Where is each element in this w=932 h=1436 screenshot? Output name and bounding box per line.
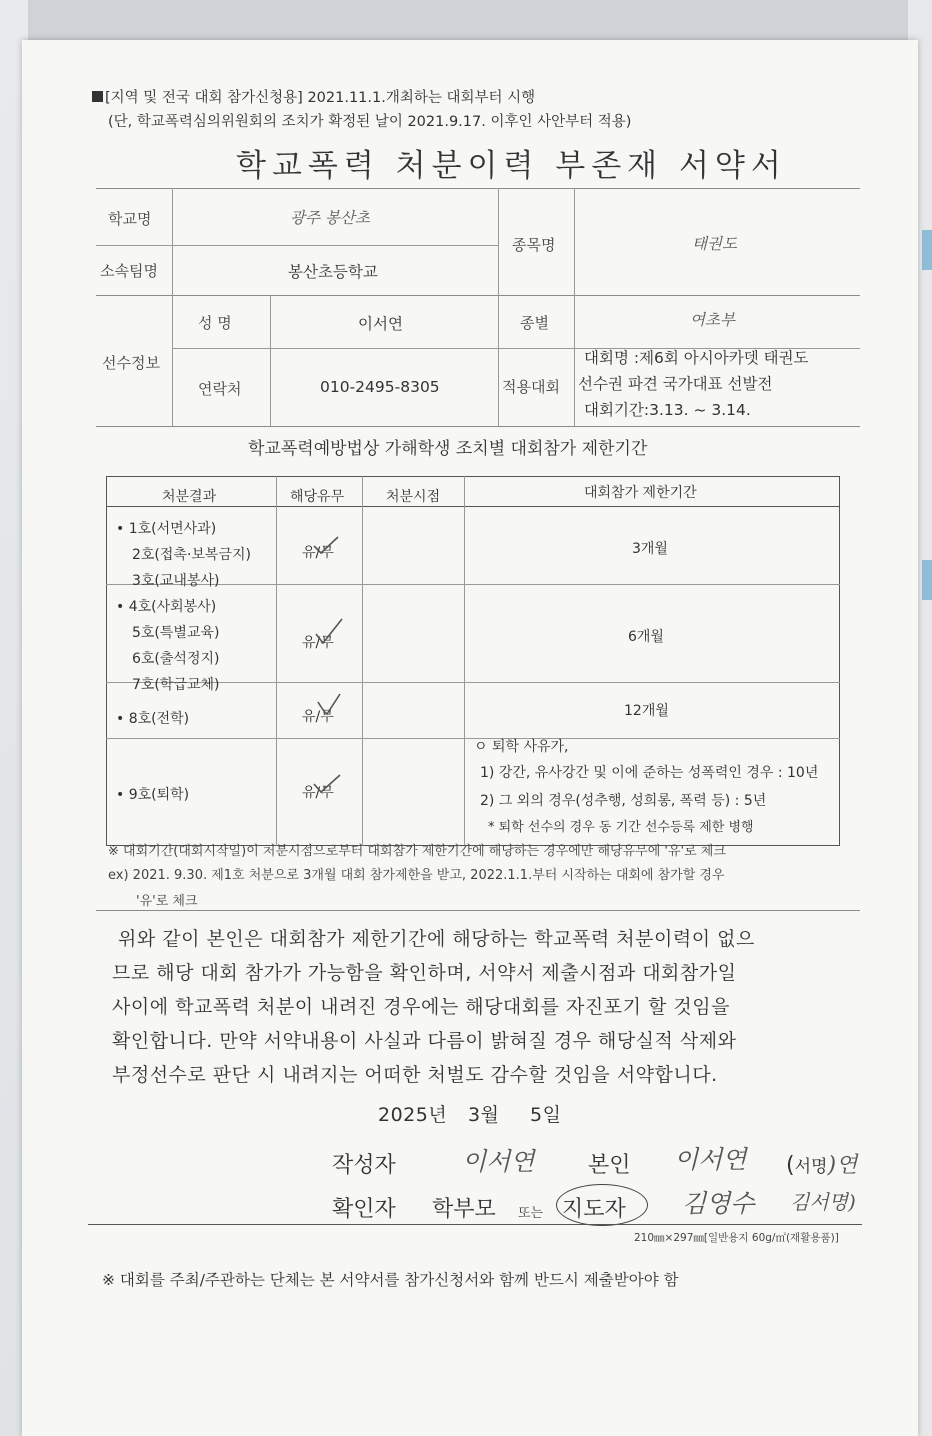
applied-line-2: 선수권 파견 국가대표 선발전 — [578, 375, 773, 393]
table-row-item: 2호(접촉·보복금지) — [132, 547, 251, 563]
contact-label: 연락처 — [198, 380, 242, 398]
author-signature: 이서연 — [462, 1147, 535, 1176]
header-line-2: (단, 학교폭력심의위원회의 조치가 확정된 날이 2021.9.17. 이후인 사안부터 적용) — [108, 114, 632, 130]
pledge-line: 부정선수로 판단 시 내려지는 어떠한 처벌도 감수할 것임을 서약합니다. — [112, 1064, 718, 1086]
table-row-item: 7호(학급교체) — [132, 677, 220, 693]
col-header-applies: 해당유무 — [290, 489, 345, 505]
applies-value: 유/무 — [302, 635, 334, 651]
applies-value: 유/무 — [302, 545, 334, 561]
date-year: 2025년 — [378, 1104, 448, 1126]
event-value: 태권도 — [692, 235, 737, 253]
parent-label: 학부모 — [432, 1197, 496, 1222]
table-row-item: • 9호(퇴학) — [116, 787, 190, 803]
header-line-1: [지역 및 전국 대회 참가신청용] 2021.11.1.개최하는 대회부터 시행 — [92, 86, 535, 107]
name-value: 이서연 — [358, 315, 403, 333]
applies-value: 유/무 — [302, 709, 334, 725]
school-value: 광주 봉산초 — [290, 209, 370, 227]
section-title: 학교폭력예방법상 가해학생 조치별 대회참가 제한기간 — [248, 439, 648, 459]
category-value: 여초부 — [690, 311, 735, 329]
table-row-item: 5호(특별교육) — [132, 625, 220, 641]
contact-value: 010-2495-8305 — [320, 378, 440, 396]
self-label: 본인 — [588, 1153, 631, 1178]
col-header-result: 처분결과 — [162, 489, 217, 505]
table-row-item: 3호(교내봉사) — [132, 573, 220, 589]
col-header-time: 처분시점 — [386, 489, 441, 505]
pledge-line: 확인합니다. 만약 서약내용이 사실과 다름이 밝혀질 경우 해당실적 삭제와 — [112, 1030, 737, 1052]
table-row-item: • 4호(사회봉사) — [116, 599, 217, 615]
period-line: * 퇴학 선수의 경우 동 기간 선수등록 제한 병행 — [488, 820, 754, 835]
date-month: 3월 — [468, 1104, 500, 1126]
note-3: '유'로 체크 — [136, 894, 198, 909]
pledge-line: 위와 같이 본인은 대회참가 제한기간에 해당하는 학교폭력 처분이력이 없으 — [118, 928, 755, 950]
table-row-item: 6호(출석정지) — [132, 651, 220, 667]
pledge-document — [22, 40, 918, 1436]
player-info-label: 선수정보 — [102, 354, 160, 372]
name-label: 성 명 — [198, 314, 232, 332]
school-label: 학교명 — [108, 210, 152, 228]
category-label: 종별 — [520, 314, 549, 332]
square-bullet-icon — [92, 91, 103, 102]
document-title: 학교폭력 처분이력 부존재 서약서 — [236, 148, 787, 184]
check-mark-icon — [310, 772, 344, 796]
date-day: 5일 — [530, 1104, 562, 1126]
selection-circle — [556, 1184, 648, 1226]
guide-seal: 김서명) — [790, 1190, 856, 1214]
check-mark-icon — [310, 534, 342, 556]
applied-label: 적용대회 — [502, 378, 560, 396]
event-label: 종목명 — [512, 236, 556, 254]
guide-label: 지도자 — [562, 1197, 626, 1222]
confirm-label: 확인자 — [332, 1197, 396, 1222]
applied-line-1: 대회명 :제6회 아시아카뎃 태권도 — [584, 349, 809, 367]
pledge-line: 므로 해당 대회 참가가 가능함을 확인하며, 서약서 제출시점과 대회참가일 — [112, 962, 737, 984]
note-1: ※ 대회기간(대회시작일)이 처분시점으로부터 대회참가 제한기간에 해당하는 경우에만 해당유무에 '유'로 체크 — [108, 844, 726, 859]
check-mark-icon — [312, 616, 346, 646]
guide-signature: 김영수 — [682, 1189, 755, 1218]
seal-marker: (서명)연 — [786, 1153, 858, 1178]
author-label: 작성자 — [332, 1153, 396, 1178]
footer-note: ※ 대회를 주최/주관하는 단체는 본 서약서를 참가신청서와 함께 반드시 제출받아야 함 — [102, 1271, 679, 1289]
period-line: 2) 그 외의 경우(성추행, 성희롱, 폭력 등) : 5년 — [480, 793, 767, 809]
table-row-item: • 1호(서면사과) — [116, 521, 217, 537]
applied-line-3: 대회기간:3.13. ~ 3.14. — [584, 401, 751, 419]
note-2: ex) 2021. 9.30. 제1호 처분으로 3개월 대회 참가제한을 받고, 2022.1.1.부터 시작하는 대회에 참가할 경우 — [108, 868, 725, 883]
table-row-item: • 8호(전학) — [116, 711, 190, 727]
period-value: 3개월 — [632, 541, 668, 557]
period-line: 1) 강간, 유사강간 및 이에 준하는 성폭력인 경우 : 10년 — [480, 765, 819, 781]
period-value: 6개월 — [628, 629, 664, 645]
period-value: 12개월 — [624, 703, 669, 719]
period-line: ㅇ 퇴학 사유가, — [474, 739, 569, 755]
team-label: 소속팀명 — [100, 262, 158, 280]
or-label: 또는 — [518, 1206, 544, 1221]
team-value: 봉산초등학교 — [288, 263, 378, 281]
pledge-line: 사이에 학교폭력 처분이 내려진 경우에는 해당대회를 자진포기 할 것임을 — [112, 996, 730, 1018]
col-header-period: 대회참가 제한기간 — [584, 485, 697, 501]
check-mark-icon — [314, 692, 344, 720]
applies-value: 유/무 — [302, 785, 334, 801]
paper-spec: 210㎜×297㎜[일반용지 60g/㎡(재활용품)] — [634, 1232, 839, 1244]
self-signature: 이서연 — [674, 1145, 747, 1174]
